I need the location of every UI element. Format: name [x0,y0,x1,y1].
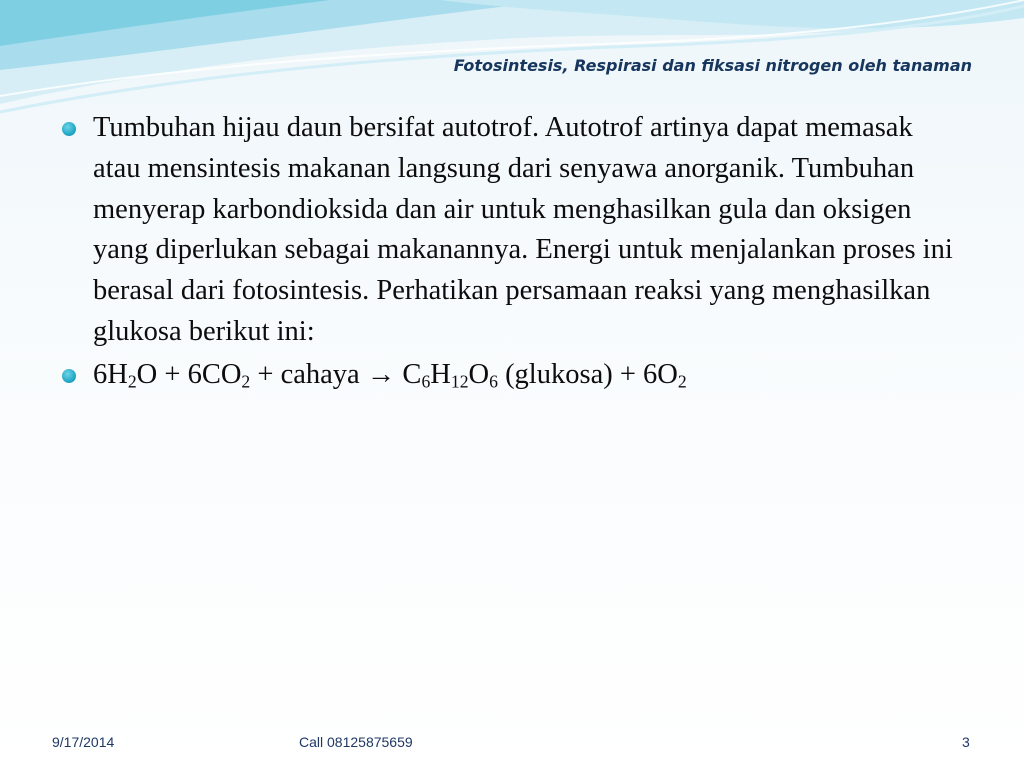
footer-date: 9/17/2014 [52,734,115,750]
bullet-icon [62,369,76,383]
chemical-equation: $6H_2O + 6CO_2$ + cahaya → $C_6H_{12}O_6$ (glukosa) + $6O_2$ [93,358,687,392]
slide-title: Fotosintesis, Respirasi dan fiksasi nitrogen oleh tanaman [453,56,972,75]
bullet-paragraph [60,108,960,353]
page-number: 3 [962,734,970,750]
bullet-icon [62,122,76,136]
bullet-text: Tumbuhan hijau daun bersifat autotrof. Autotrof artinya dapat memasak atau mensintesis makanan langsung dari senyawa anorganik. Tumbuhan menyerap karbondioksida dan air untuk menghasilkan gula dan oksigen yang diperlukan sebagai makanannya. Energi untuk menjalankan proses ini berasal dari fotosintesis. Perhatikan persamaan reaksi yang menghasilkan glukosa berikut ini: [93,112,953,347]
footer-contact: Call 08125875659 [299,734,413,750]
bullet-equation [60,355,960,396]
slide-content [60,108,960,398]
